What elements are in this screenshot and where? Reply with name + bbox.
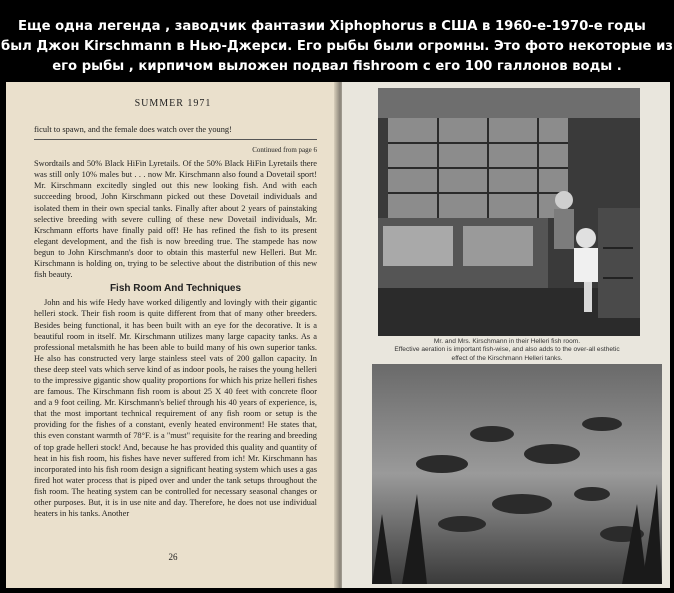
photo-caption [372,338,642,363]
continued-note: Continued from page 6 [252,146,317,155]
photo-caption-line-1: Mr. and Mrs. Kirschmann in their Helleri fish room. [433,338,581,345]
caption-line-1: Еще одна легенда , заводчик фантазии Xiphophorus в США в 1960-е-1970-е годы [18,19,646,34]
article-text [34,124,317,519]
first-line: ficult to spawn, and the female does watch over the young! [34,124,317,140]
running-head: SUMMER 1971 [134,98,212,109]
paragraph-2: John and his wife Hedy have worked diligently and lovingly with their gigantic helleri stock. Their fish room is quite different from that of many other breeders. Besides being functional, it has been built with an eye for the decorative. It is a beautiful room in itself. Mr. Kirschmann utilizes many large capacity tanks. As a professional metalsmith he has been able to build many of his own superior tanks. He also has constructed very large stainless steel vats of 200 gallon capacity. In these deep steel vats which serve kind of as indoor pools, he raises the young helleri to the impressive gigantic show quality proportions for which his prize helleri fishes are famous. The Kirschmann fish room is about 25 X 40 feet with concrete floor and a 9 foot ceiling. Mr. Kirschmann's belief through his 40 years of experience, is, that the most important technical requirement of any fish room or setup is the providing for the fishes of a constant, evenly heated environment! He states that, this even constant warmth of 78°F. is a "must" requisite for the rearing and breeding of top grade helleri stock! And, because he has provided this quality and quantity of heat in his fish room, his fishes have never suffered from ich! Mr. Kirschmann has incorporated into his fish room design a significant heating system which uses a gas fired hot water process that is piped over and under the tank setups throughout the fish room. The heating system can be controlled for necessary seasonal changes or other purposes. But, it is in use nite and day. Therefore, he does not use individual heaters in his tanks. Another [34,298,317,519]
photo-caption-line-2: Effective aeration is important fish-wise, and also adds to the over-all esthetic [394,346,620,354]
fish-room-photo-image [378,88,640,336]
left-page [6,82,340,588]
section-heading: Fish Room And Techniques [109,283,242,295]
right-page [342,82,670,588]
fish-room-photo [378,88,640,336]
book-spread [6,82,670,588]
page-number: 26 [168,552,178,562]
aquarium-photo [372,364,662,584]
photo-caption-line-3: effect of the Kirschmann Helleri tanks. [451,354,563,362]
paragraph-1: Swordtails and 50% Black HiFin Lyretails. Of the 50% Black HiFin Lyretails there was still only 10% males but . . . now Mr. Kirschmann also found a Dovetail sport! Mr. Kirschmann excitedly singled out this new looking fish. And with each succeeding brood, John Kirschmann picked out these Dovetail individuals and isolated them in their own special tanks. Finally after about 2 years of painstaking selective breeding with severe culling of these new Dovetail individuals, Mr. Krschmann efforts have finally paid off! He has refined the fish to its present elegant development, and the fish is now breeding true. The stampede has now begun to John Kirschmann's door to obtain this masterful new Helleri. But Mr. Kirschmann is holding on, trying to be selective about the distribution of this new fish beauty. [34,159,317,280]
caption-block [0,0,674,80]
caption-line-3: его рыбы , кирпичом выложен подвал fishroom с его 100 галлонов воды . [52,59,622,74]
aquarium-photo-image [372,364,662,584]
caption-line-2: был Джон Kirschmann в Нью-Джерси. Его рыбы были огромны. Это фото некоторые из [1,39,673,54]
